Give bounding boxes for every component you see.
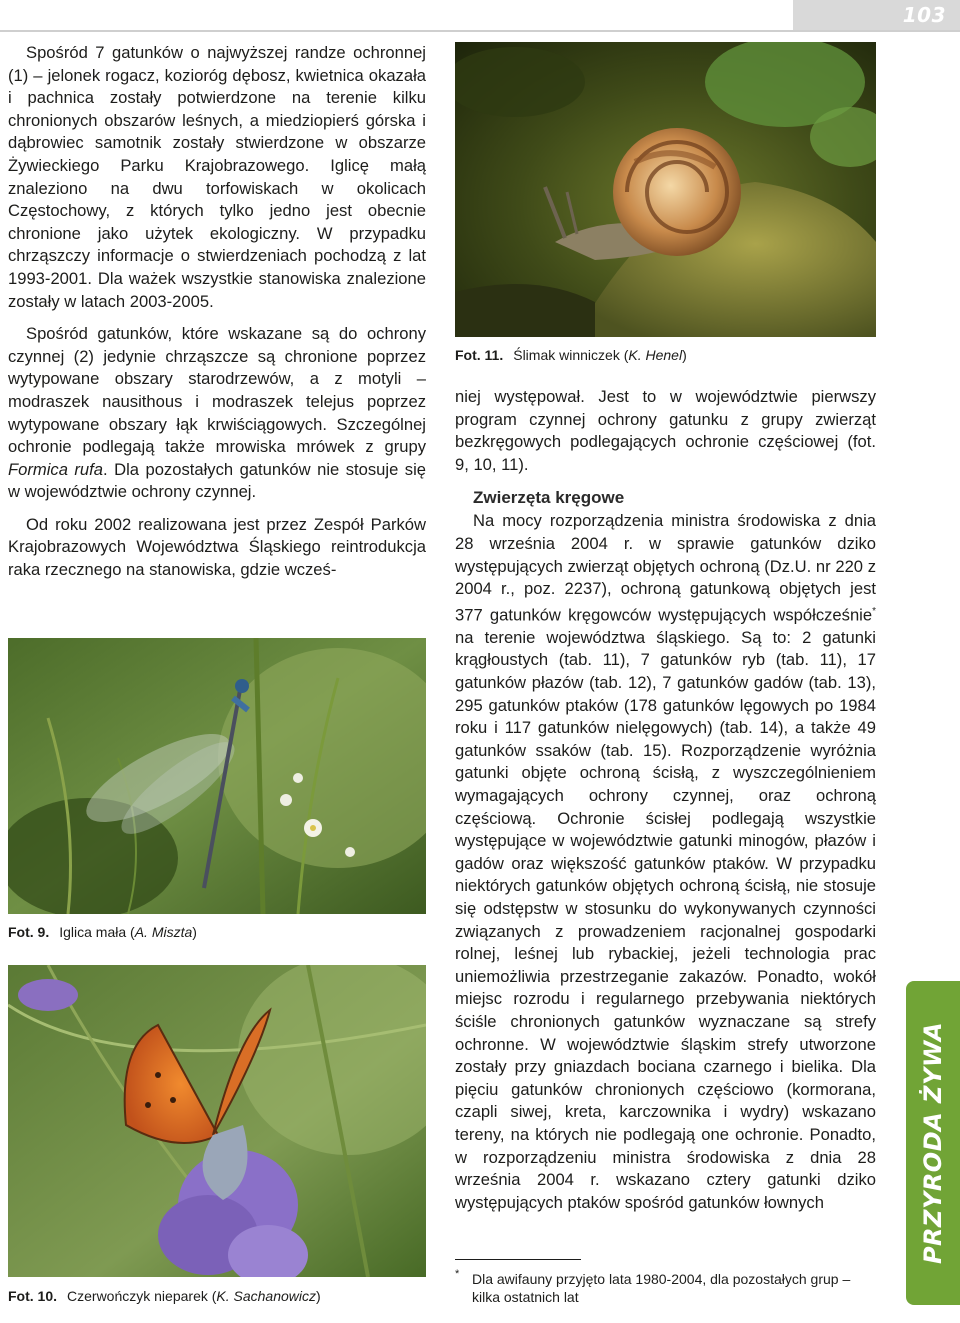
photo-butterfly <box>8 965 426 1277</box>
footnote-mark: * <box>455 1268 460 1280</box>
paragraph: niej występował. Jest to w województwie pierwszy program czynnej ochrony gatunku z grupy zwierząt bezkręgowych podlegających ochronie częściowej (fot. 9, 10, 11). <box>455 387 876 474</box>
section-side-tab <box>906 981 960 1305</box>
caption-fot10: Fot. 10. Czerwończyk nieparek (K. Sachanowicz) <box>8 1288 321 1304</box>
species-name: Formica rufa <box>8 459 103 479</box>
caption-fot11: Fot. 11. Ślimak winniczek (K. Henel) <box>455 347 687 363</box>
paragraph: Spośród gatunków, które wskazane są do ochrony czynnej (2) jedynie chrząszcze są chronione poprzez wytypowane obszary starodrzewów, a z motyli – modraszek nausithous i modraszek telejus poprzez wytypowane obszary łąk krwiściągowych. Szczególnej ochronie podlegają także mrowiska mrówek z grupy Formica rufa. Dla pozostałych gatunków nie stosuje się w województwie ochrony czynnej. <box>8 324 426 502</box>
right-column <box>455 386 876 1224</box>
page-number-tab <box>793 0 960 30</box>
left-column <box>8 42 426 592</box>
photo-damselfly <box>8 638 426 914</box>
header-rule <box>0 30 960 32</box>
caption-fot9: Fot. 9. Iglica mała (A. Miszta) <box>8 924 197 940</box>
photo-snail <box>455 42 876 337</box>
footnote-rule <box>455 1259 581 1260</box>
paragraph: Od roku 2002 realizowana jest przez Zespół Parków Krajobrazowych Województwa Śląskiego reintrodukcja raka rzecznego na stanowiska, gdzie wcześ- <box>8 514 426 580</box>
paragraph: Spośród 7 gatunków o najwyższej randze ochronnej (1) – jelonek rogacz, kozioróg dębosz, kwietnica okazała i pachnica zostały potwierdzone na terenie kilku chronionych obszarów leśnych, a miedziopierś górska i dąbrowiec samotnik zostały stwierdzone w obszarze Żywieckiego Parku Krajobrazowego. Iglicę małą znaleziono na dwu torfowiskach w okolicach Częstochowy, z których tylko jedno jest obecnie chronione jako użytek ekologiczny. W przypadku chrząszczy informacje o stwierdzeniach pochodzą z lat 1993-2001. Dla ważek wszystkie stanowiska znalezione zostały w latach 2003-2005. <box>8 43 426 311</box>
paragraph: Na mocy rozporządzenia ministra środowiska z dnia 28 września 2004 r. w sprawie gatunków dziko występujących zwierząt objętych ochroną (Dz.U. nr 220 z 2004 r., poz. 2237), ochroną gatunkową objętych jest 377 gatunków kręgowców występujących współcześnie* na terenie województwa śląskiego. Są to: 2 gatunki krągłoustych (tab. 11), 7 gatunków ryb (tab. 11), 17 gatunków płazów (tab. 12), 7 gatunków gadów (tab. 13), 295 gatunków ptaków (178 gatunków lęgowych po 1984 roku i 117 gatunków nielęgowych) (tab. 14), a także 49 gatunków ssaków (tab. 15). Rozporządzenie wyróżnia gatunki objęte ochroną ścisłą, z wyszczególnieniem wymagających ochrony czynnej, oraz ochroną częściową. Ochronie ścisłej podlegają wszystkie występujące w województwie gatunki minogów, płazów i gadów oraz większość gatunków ptaków. W przypadku niektórych gatunków objętych ochroną ścisłą, nie stosuje się odstępstw w stosunku do wykonywanych czynności związanych z prowadzeniem racjonalnej gospodarki rolnej, leśnej lub rybackiej, jeżeli technologia prac uniemożliwia przestrzeganie zakazów. Ponadto, wokół miejsc rozrodu i regularnego przebywania niektórych ściśle chronionych gatunków wyznaczane są strefy ochronne. W województwie śląskim strefy utworzone zostały przy gniazdach bociana czarnego i bielika. Dla pięciu gatunków chronionych częściowo (kormorana, czapli siwej, kreta, karczownika i wydry) wskazano tereny, na których nie podlegają one ochronie. Ponadto, w rozporządzeniu ministra środowiska z dnia 28 września 2004 r. wskazano cztery gatunki dziko występujących ptaków spośród gatunków łownych <box>455 511 876 1212</box>
section-heading: Zwierzęta kręgowe <box>473 488 625 508</box>
footnote <box>455 1270 880 1306</box>
footnote-marker: * <box>872 605 876 617</box>
page-number: 103 <box>902 3 946 27</box>
footnote-text: Dla awifauny przyjęto lata 1980-2004, dla pozostałych grup – kilka ostatnich lat <box>472 1271 851 1305</box>
section-side-label: PRZYRODA ŻYWA <box>919 1021 947 1265</box>
